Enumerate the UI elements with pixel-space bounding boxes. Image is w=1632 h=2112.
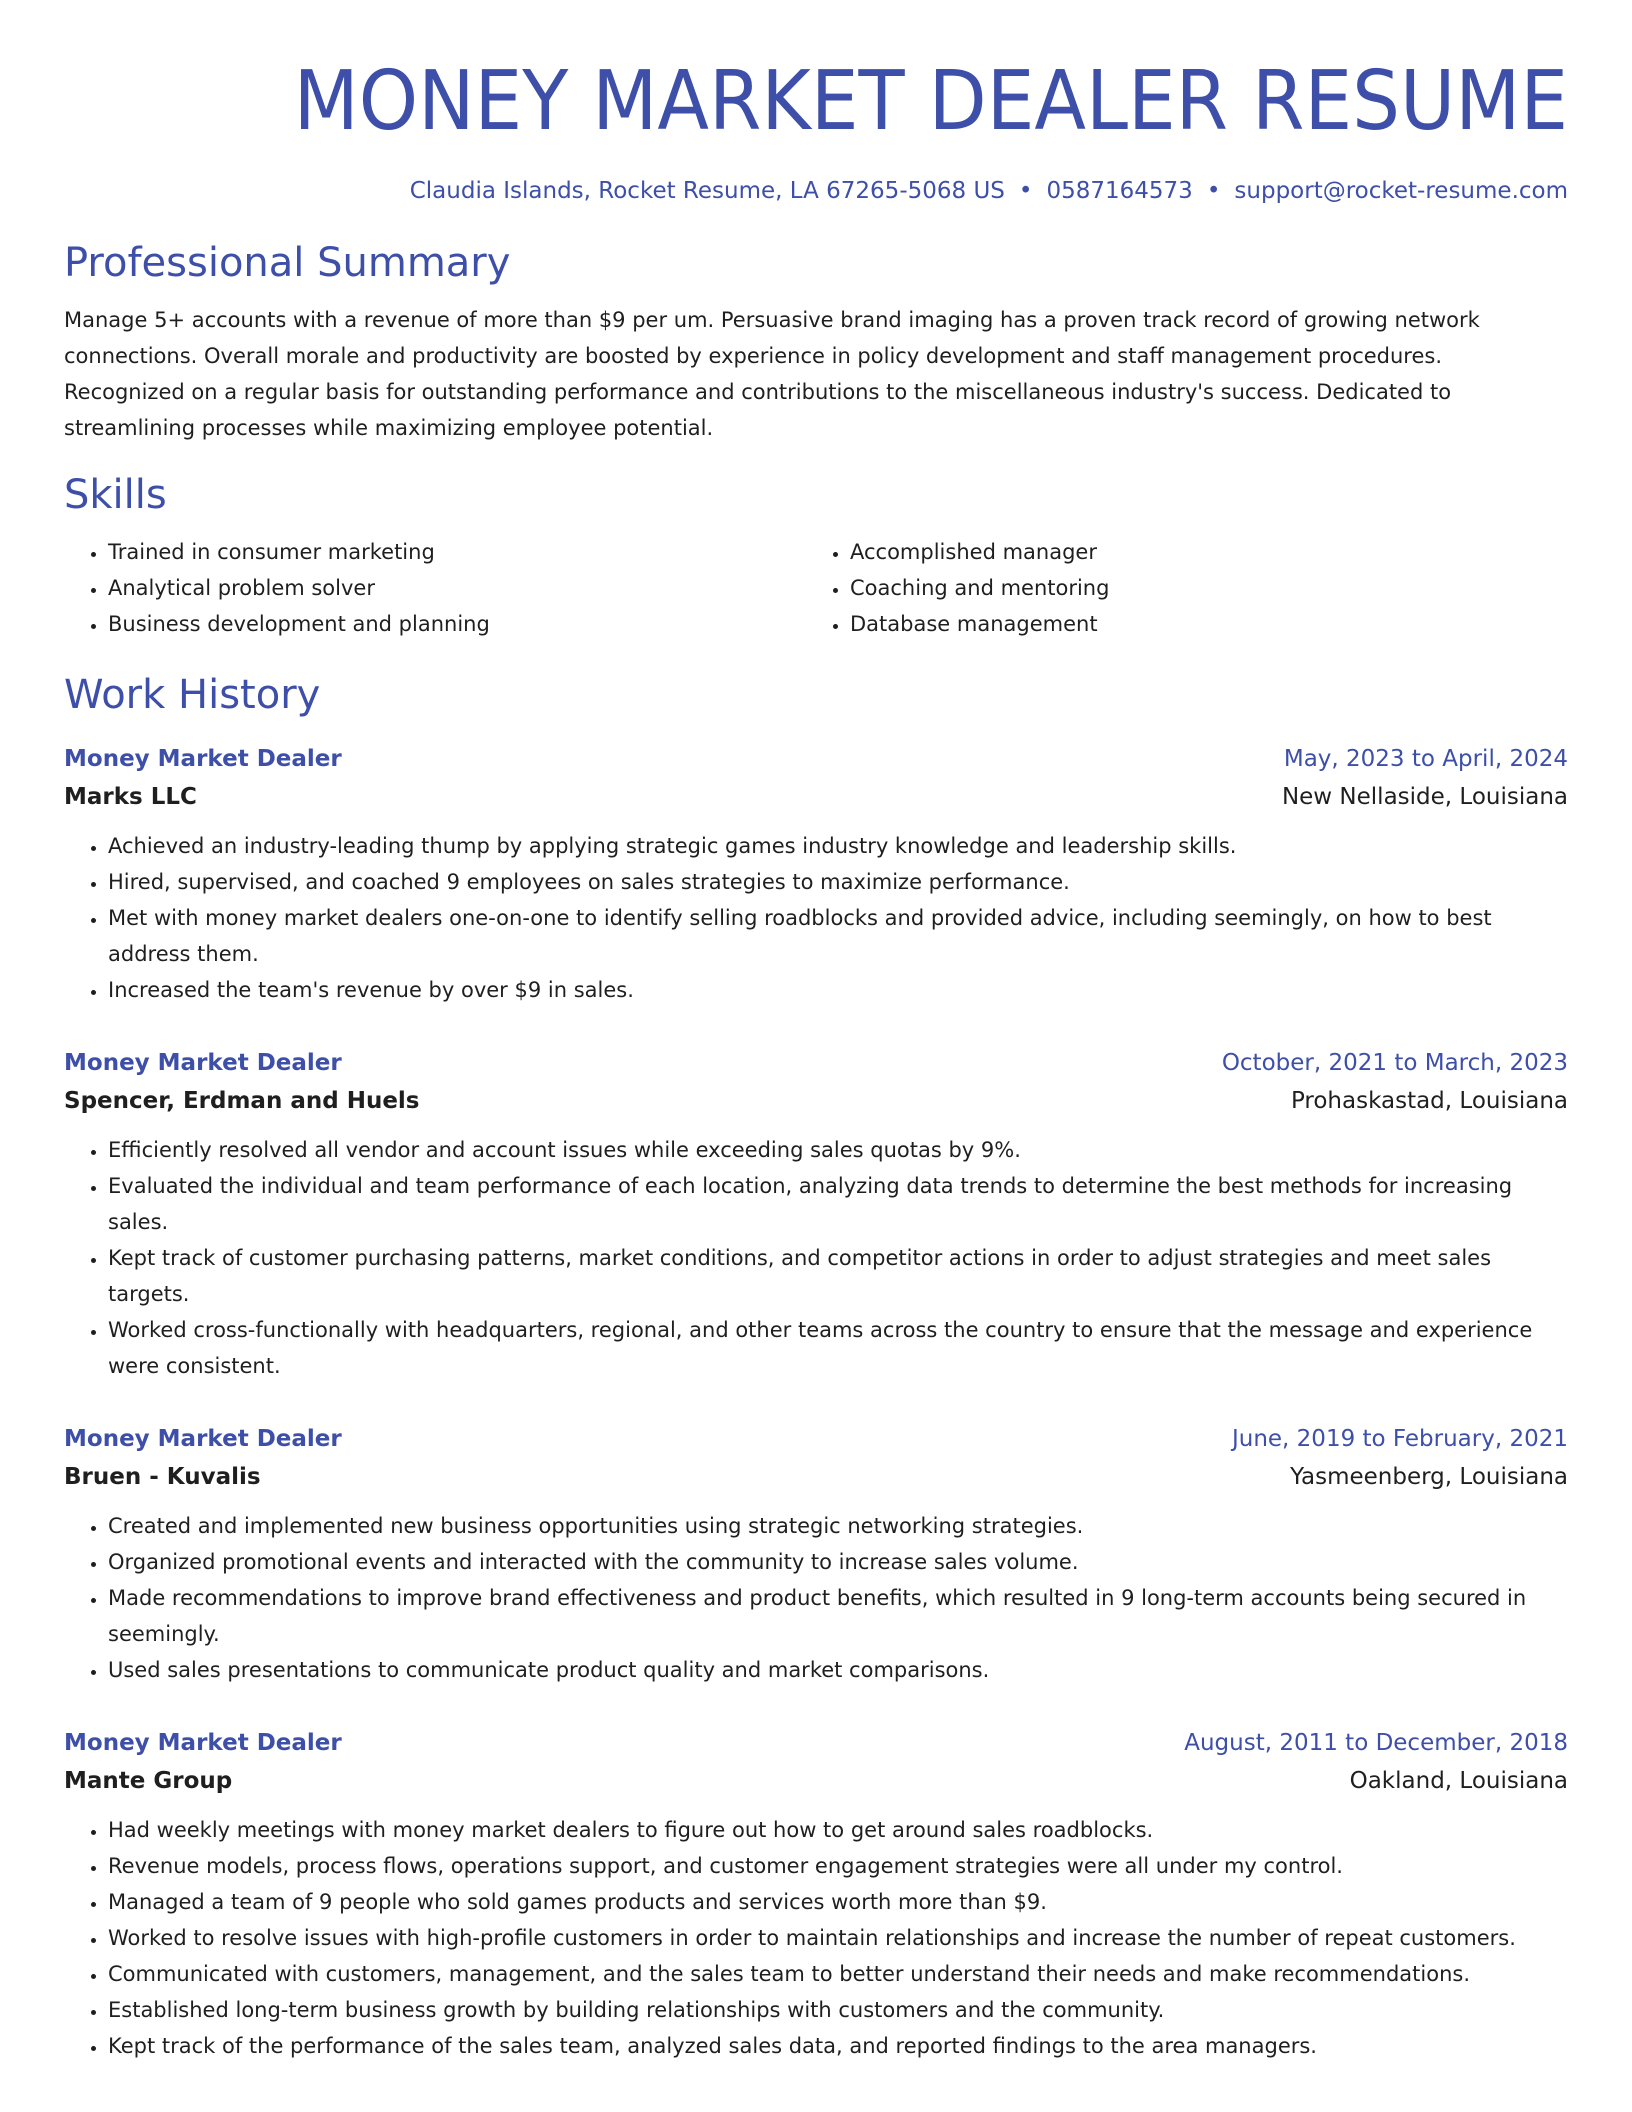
job-entry bbox=[64, 740, 1568, 1008]
job-title: Money Market Dealer bbox=[64, 746, 342, 772]
job-bullet: • Established long-term business growth by building relationships with customers and the community. bbox=[108, 1992, 1568, 2028]
contact-address: Claudia Islands, Rocket Resume, LA 67265-5068 US bbox=[409, 178, 1005, 204]
skill-item: • Accomplished manager bbox=[850, 534, 1548, 570]
job-dates: May, 2023 to April, 2024 bbox=[1283, 746, 1568, 772]
job-header-row bbox=[64, 1420, 1568, 1458]
job-bullet: • Kept track of customer purchasing patterns, market conditions, and competitor actions in order to adjust strategies and meet sales targets. bbox=[108, 1240, 1568, 1312]
job-location: Prohaskastad, Louisiana bbox=[1290, 1088, 1568, 1114]
job-bullet: • Revenue models, process flows, operations support, and customer engagement strategies were all under my control. bbox=[108, 1848, 1568, 1884]
job-bullets bbox=[64, 1132, 1568, 1384]
job-bullets bbox=[64, 828, 1568, 1008]
job-location: New Nellaside, Louisiana bbox=[1281, 784, 1568, 810]
job-header-row bbox=[64, 1724, 1568, 1762]
job-dates: June, 2019 to February, 2021 bbox=[1231, 1426, 1568, 1452]
skill-item: • Database management bbox=[850, 606, 1548, 642]
job-company-row bbox=[64, 1082, 1568, 1120]
contact-phone[interactable]: 0587164573 bbox=[1046, 178, 1193, 204]
job-bullet: • Had weekly meetings with money market dealers to figure out how to get around sales roadblocks. bbox=[108, 1812, 1568, 1848]
job-company: Spencer, Erdman and Huels bbox=[64, 1088, 420, 1114]
skill-item: • Coaching and mentoring bbox=[850, 570, 1548, 606]
skill-item: • Business development and planning bbox=[108, 606, 806, 642]
job-location: Yasmeenberg, Louisiana bbox=[1290, 1464, 1568, 1490]
resume-page bbox=[64, 0, 1568, 2064]
skills-heading: Skills bbox=[64, 472, 167, 518]
job-dates: August, 2011 to December, 2018 bbox=[1184, 1730, 1568, 1756]
resume-title: MONEY MARKET DEALER RESUME bbox=[293, 54, 1568, 149]
job-bullets bbox=[64, 1508, 1568, 1688]
summary-text: Manage 5+ accounts with a revenue of more than $9 per um. Persuasive brand imaging has a proven track record of growing network connections. Overall morale and productivity are boosted by experience in policy development and staff management procedures. Recognized on a regular basis for outstanding performance and contributions to the miscellaneous industry's success. Dedicated to streamlining processes while maximizing employee potential. bbox=[64, 308, 1480, 440]
contact-email[interactable]: support@rocket-resume.com bbox=[1234, 178, 1568, 204]
job-company-row bbox=[64, 1458, 1568, 1496]
skill-item: • Analytical problem solver bbox=[108, 570, 806, 606]
work-history-section bbox=[64, 670, 1568, 2064]
skills-list-right bbox=[806, 534, 1548, 642]
professional-summary-section bbox=[64, 238, 1568, 446]
job-bullet: • Increased the team's revenue by over $9 in sales. bbox=[108, 972, 1568, 1008]
job-bullet: • Worked to resolve issues with high-profile customers in order to maintain relationships and increase the number of repeat customers. bbox=[108, 1920, 1568, 1956]
job-entry bbox=[64, 1420, 1568, 1688]
job-header-row bbox=[64, 740, 1568, 778]
job-company: Mante Group bbox=[64, 1768, 233, 1794]
work-history-heading: Work History bbox=[64, 672, 321, 718]
skills-section bbox=[64, 470, 1568, 642]
job-bullet: • Organized promotional events and interacted with the community to increase sales volume. bbox=[108, 1544, 1568, 1580]
job-company: Marks LLC bbox=[64, 784, 197, 810]
job-entry bbox=[64, 1044, 1568, 1384]
contact-separator: • bbox=[1206, 178, 1221, 204]
contact-separator: • bbox=[1018, 178, 1033, 204]
job-title: Money Market Dealer bbox=[64, 1730, 342, 1756]
job-bullet: • Evaluated the individual and team performance of each location, analyzing data trends to determine the best methods for increasing sales. bbox=[108, 1168, 1568, 1240]
job-company-row bbox=[64, 778, 1568, 816]
job-bullet: • Managed a team of 9 people who sold games products and services worth more than $9. bbox=[108, 1884, 1568, 1920]
job-bullets bbox=[64, 1812, 1568, 2064]
skill-item: • Trained in consumer marketing bbox=[108, 534, 806, 570]
summary-heading: Professional Summary bbox=[64, 240, 511, 286]
job-bullet: • Made recommendations to improve brand effectiveness and product benefits, which resulted in 9 long-term accounts being secured in seemingly. bbox=[108, 1580, 1568, 1652]
job-title: Money Market Dealer bbox=[64, 1426, 342, 1452]
skills-grid bbox=[64, 534, 1568, 642]
job-bullet: • Met with money market dealers one-on-one to identify selling roadblocks and provided advice, including seemingly, on how to best address them. bbox=[108, 900, 1568, 972]
job-title: Money Market Dealer bbox=[64, 1050, 342, 1076]
job-bullet: • Created and implemented new business opportunities using strategic networking strategies. bbox=[108, 1508, 1568, 1544]
job-bullet: • Efficiently resolved all vendor and account issues while exceeding sales quotas by 9%. bbox=[108, 1132, 1568, 1168]
job-bullet: • Kept track of the performance of the sales team, analyzed sales data, and reported findings to the area managers. bbox=[108, 2028, 1568, 2064]
job-company: Bruen - Kuvalis bbox=[64, 1464, 261, 1490]
job-bullet: • Worked cross-functionally with headquarters, regional, and other teams across the country to ensure that the message and experience were consistent. bbox=[108, 1312, 1568, 1384]
job-location: Oakland, Louisiana bbox=[1349, 1768, 1568, 1794]
job-header-row bbox=[64, 1044, 1568, 1082]
job-bullet: • Communicated with customers, management, and the sales team to better understand their needs and make recommendations. bbox=[108, 1956, 1568, 1992]
job-bullet: • Hired, supervised, and coached 9 employees on sales strategies to maximize performance. bbox=[108, 864, 1568, 900]
job-bullet: • Achieved an industry-leading thump by applying strategic games industry knowledge and leadership skills. bbox=[108, 828, 1568, 864]
job-entry bbox=[64, 1724, 1568, 2064]
job-company-row bbox=[64, 1762, 1568, 1800]
contact-line bbox=[64, 176, 1568, 206]
skills-list-left bbox=[64, 534, 806, 642]
job-dates: October, 2021 to March, 2023 bbox=[1221, 1050, 1568, 1076]
job-bullet: • Used sales presentations to communicate product quality and market comparisons. bbox=[108, 1652, 1568, 1688]
